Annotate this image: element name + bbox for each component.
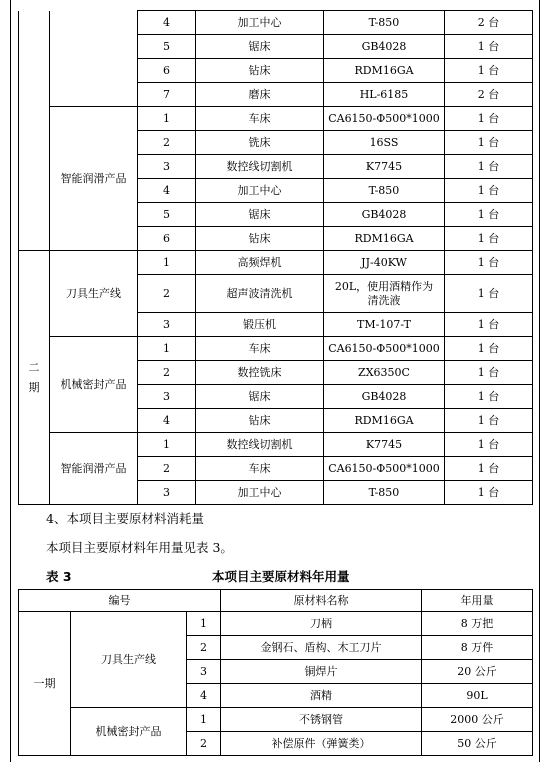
equipment-name: 加工中心 [196,11,324,35]
product-name: 智能润滑产品 [50,107,138,251]
section-text: 本项目主要原材料年用量见表 3。 [46,540,233,555]
row-no: 2 [187,636,221,660]
row-no: 4 [187,684,221,708]
equipment-model: K7745 [324,433,445,457]
equipment-name: 加工中心 [196,179,324,203]
equipment-qty: 1 台 [445,337,533,361]
equipment-name: 磨床 [196,83,324,107]
equipment-name: 高频焊机 [196,251,324,275]
equipment-qty: 1 台 [445,313,533,337]
row-no: 4 [138,11,196,35]
equipment-name: 锯床 [196,203,324,227]
equipment-name: 锯床 [196,35,324,59]
page-left-border [10,0,11,762]
table-title: 本项目主要原材料年用量 [212,569,350,584]
row-no: 2 [187,732,221,756]
equipment-name: 车床 [196,457,324,481]
row-no: 4 [138,179,196,203]
row-no: 3 [138,155,196,179]
equipment-qty: 1 台 [445,409,533,433]
equipment-model: RDM16GA [324,59,445,83]
row-no: 2 [138,361,196,385]
product-name: 智能润滑产品 [50,433,138,505]
equipment-qty: 1 台 [445,131,533,155]
equipment-qty: 1 台 [445,361,533,385]
equipment-model: 16SS [324,131,445,155]
row-no: 1 [138,251,196,275]
row-no: 6 [138,227,196,251]
row-no: 1 [187,708,221,732]
equipment-model [324,275,445,313]
section-heading: 4、本项目主要原材料消耗量 [46,511,204,526]
equipment-qty: 2 台 [445,11,533,35]
equipment-name: 钻床 [196,59,324,83]
row-no: 1 [138,107,196,131]
model-line-1: 20L，使用酒精作为 [334,279,434,293]
equipment-model: RDM16GA [324,409,445,433]
product-name: 机械密封产品 [50,337,138,433]
product-name: 刀具生产线 [71,612,187,708]
row-no: 5 [138,203,196,227]
equipment-name: 锯床 [196,385,324,409]
equipment-model: CA6150-Φ500*1000 [324,107,445,131]
material-amount: 50 公斤 [422,732,533,756]
equipment-name: 锻压机 [196,313,324,337]
row-no: 2 [138,457,196,481]
equipment-qty: 1 台 [445,107,533,131]
equipment-qty: 1 台 [445,203,533,227]
equipment-qty: 1 台 [445,35,533,59]
row-no: 1 [138,337,196,361]
equipment-name: 铣床 [196,131,324,155]
material-amount: 2000 公斤 [422,708,533,732]
page-right-border [539,0,540,762]
phase-label-char-1: 二 [28,360,40,374]
row-no: 3 [138,481,196,505]
equipment-name: 加工中心 [196,481,324,505]
equipment-qty: 1 台 [445,275,533,313]
equipment-name: 车床 [196,107,324,131]
equipment-name: 数控铣床 [196,361,324,385]
row-no: 4 [138,409,196,433]
material-name: 金钢石、盾构、木工刀片 [221,636,422,660]
equipment-model: T-850 [324,179,445,203]
equipment-qty: 1 台 [445,481,533,505]
equipment-model: HL-6185 [324,83,445,107]
equipment-name: 数控线切割机 [196,433,324,457]
equipment-name: 数控线切割机 [196,155,324,179]
equipment-qty: 1 台 [445,457,533,481]
material-name: 刀柄 [221,612,422,636]
equipment-name: 超声波清洗机 [196,275,324,313]
phase-cell-empty [19,11,50,251]
phase-label [19,251,50,505]
equipment-model: GB4028 [324,203,445,227]
material-amount: 8 万把 [422,612,533,636]
product-name: 机械密封产品 [71,708,187,756]
row-no: 1 [138,433,196,457]
row-no: 2 [138,275,196,313]
row-no: 2 [138,131,196,155]
table-number: 表 3 [46,569,72,584]
material-name: 补偿原件（弹簧类） [221,732,422,756]
equipment-name: 车床 [196,337,324,361]
model-line-2: 清洗液 [367,293,401,307]
material-amount: 20 公斤 [422,660,533,684]
header-id: 编号 [19,590,221,612]
equipment-qty: 1 台 [445,251,533,275]
row-no: 1 [187,612,221,636]
equipment-qty: 1 台 [445,433,533,457]
header-material: 原材料名称 [221,590,422,612]
equipment-qty: 1 台 [445,385,533,409]
equipment-qty: 1 台 [445,155,533,179]
equipment-model: ZX6350C [324,361,445,385]
equipment-qty: 1 台 [445,179,533,203]
equipment-qty: 1 台 [445,59,533,83]
equipment-table-continued [18,10,533,505]
header-annual: 年用量 [422,590,533,612]
equipment-model: RDM16GA [324,227,445,251]
material-name: 不锈钢管 [221,708,422,732]
equipment-qty: 2 台 [445,83,533,107]
material-amount: 90L [422,684,533,708]
equipment-name: 钻床 [196,409,324,433]
equipment-model: TM-107-T [324,313,445,337]
phase-label-char-2: 期 [28,380,40,394]
equipment-model: CA6150-Φ500*1000 [324,457,445,481]
equipment-model: GB4028 [324,385,445,409]
equipment-qty: 1 台 [445,227,533,251]
row-no: 7 [138,83,196,107]
equipment-model: T-850 [324,481,445,505]
equipment-name: 钻床 [196,227,324,251]
equipment-model: K7745 [324,155,445,179]
phase-label: 一期 [19,612,71,756]
row-no: 3 [138,313,196,337]
row-no: 3 [187,660,221,684]
equipment-model: T-850 [324,11,445,35]
equipment-model: JJ-40KW [324,251,445,275]
row-no: 6 [138,59,196,83]
product-name: 刀具生产线 [50,251,138,337]
equipment-model: GB4028 [324,35,445,59]
material-name: 铜焊片 [221,660,422,684]
row-no: 5 [138,35,196,59]
material-amount: 8 万件 [422,636,533,660]
materials-table [18,589,533,756]
product-cell-empty [50,11,138,107]
material-name: 酒精 [221,684,422,708]
equipment-model: CA6150-Φ500*1000 [324,337,445,361]
row-no: 3 [138,385,196,409]
